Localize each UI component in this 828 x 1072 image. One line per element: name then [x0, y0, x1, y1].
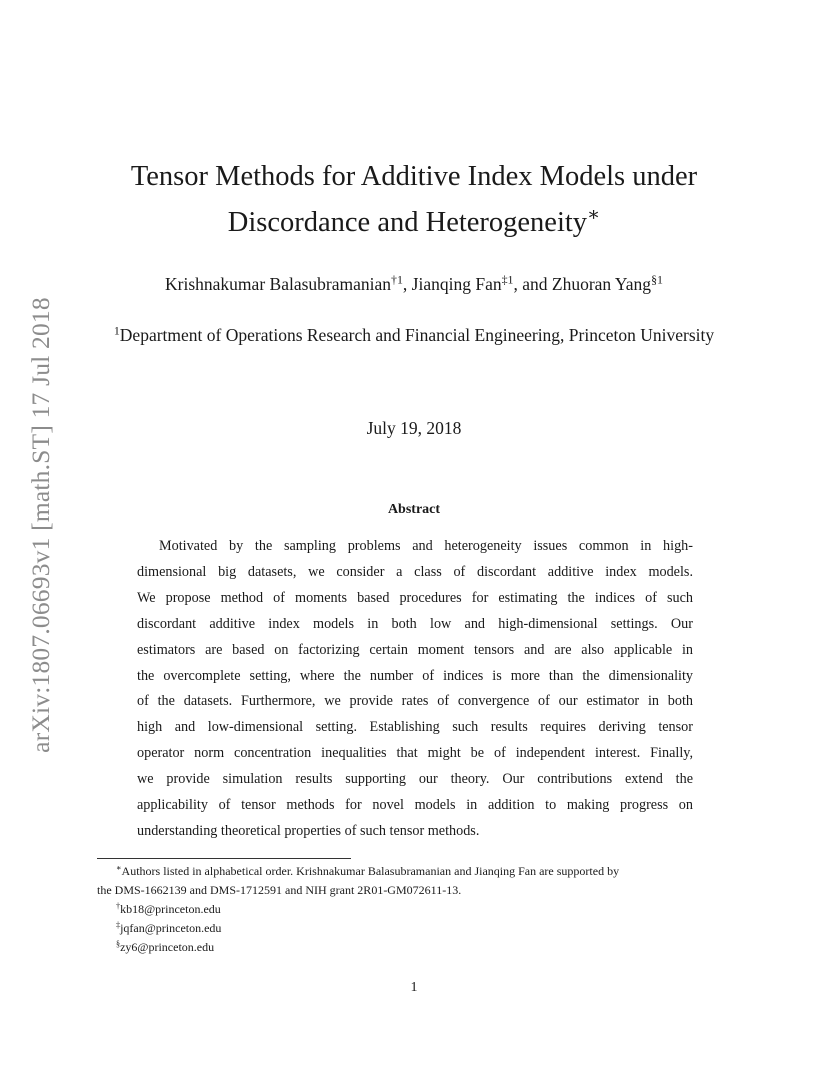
email-footnote: [97, 919, 737, 938]
author-list: [0, 270, 828, 298]
abstract-line: high and low-dimensional setting. Establishing such results requires deriving tensor: [137, 719, 693, 736]
abstract-line: discordant additive index models in both low and high-dimensional settings. Our: [137, 615, 693, 632]
title-line-2-text: Discordance and Heterogeneity: [227, 207, 588, 238]
footnotes: [97, 862, 737, 957]
affiliation: [98, 318, 730, 352]
affiliation-mark: 1: [113, 323, 120, 338]
author-marks: ‡1: [501, 272, 514, 287]
abstract-heading: Abstract: [387, 502, 441, 517]
email-address: zy6@princeton.edu: [120, 940, 215, 954]
affiliation-text: Department of Operations Research and Financial Engineering, Princeton University: [119, 325, 715, 345]
email-footnote: [97, 900, 737, 919]
abstract-line: applicability of tensor methods for novel models in addition to making progress on: [137, 797, 693, 814]
abstract-line: the overcomplete setting, where the number of indices is more than the dimensionality: [137, 667, 693, 684]
email-address: kb18@princeton.edu: [120, 902, 221, 916]
author-name: Krishnakumar Balasubramanian: [165, 274, 392, 294]
email-footnote-mark: ‡: [116, 920, 121, 930]
email-footnote-mark: †: [116, 901, 121, 911]
author-marks: §1: [651, 272, 663, 287]
author-separator: ,: [402, 274, 412, 294]
arxiv-identifier-stamp: arXiv:1807.06693v1 [math.ST] 17 Jul 2018: [26, 297, 55, 753]
email-footnote: [97, 938, 737, 957]
page-number: 1: [410, 980, 418, 995]
funding-footnote-line-1: [97, 862, 737, 881]
funding-footnote-text: Authors listed in alphabetical order. Krishnakumar Balasubramanian and Jianqing Fan are supported by: [121, 864, 620, 878]
email-footnote-mark: §: [116, 939, 121, 949]
abstract-line: we provide simulation results supporting our theory. Our contributions extend the: [137, 771, 693, 788]
title-footnote-mark: ∗: [587, 204, 601, 226]
author-name: Zhuoran Yang: [551, 274, 652, 294]
footnote-rule: [97, 858, 351, 859]
abstract-line: of the datasets. Furthermore, we provide rates of convergence of our estimator in both: [137, 693, 693, 710]
title-line-1: Tensor Methods for Additive Index Models under: [130, 161, 698, 192]
title-line-2: [0, 200, 828, 246]
author-separator: , and: [513, 274, 552, 294]
abstract-body: [137, 534, 693, 845]
paper-title: [0, 154, 828, 246]
funding-footnote-mark: ∗: [116, 863, 122, 873]
abstract-line: dimensional big datasets, we consider a class of discordant additive index models.: [137, 563, 693, 580]
author-marks: †1: [391, 272, 403, 287]
funding-footnote-line-2: the DMS-1662139 and DMS-1712591 and NIH grant 2R01-GM072611-13.: [97, 883, 462, 897]
abstract-line: We propose method of moments based procedures for estimating the indices of such: [137, 589, 693, 606]
abstract-line: understanding theoretical properties of such tensor methods.: [137, 822, 480, 839]
author-name: Jianqing Fan: [411, 274, 502, 294]
abstract-line: estimators are based on factorizing certain moment tensors and are also applicable in: [137, 641, 693, 658]
abstract-line: Motivated by the sampling problems and heterogeneity issues common in high-: [159, 538, 693, 554]
abstract-line: operator norm concentration inequalities that might be of independent interest. Finally,: [137, 745, 693, 762]
paper-date: July 19, 2018: [366, 418, 462, 438]
email-address: jqfan@princeton.edu: [120, 921, 222, 935]
